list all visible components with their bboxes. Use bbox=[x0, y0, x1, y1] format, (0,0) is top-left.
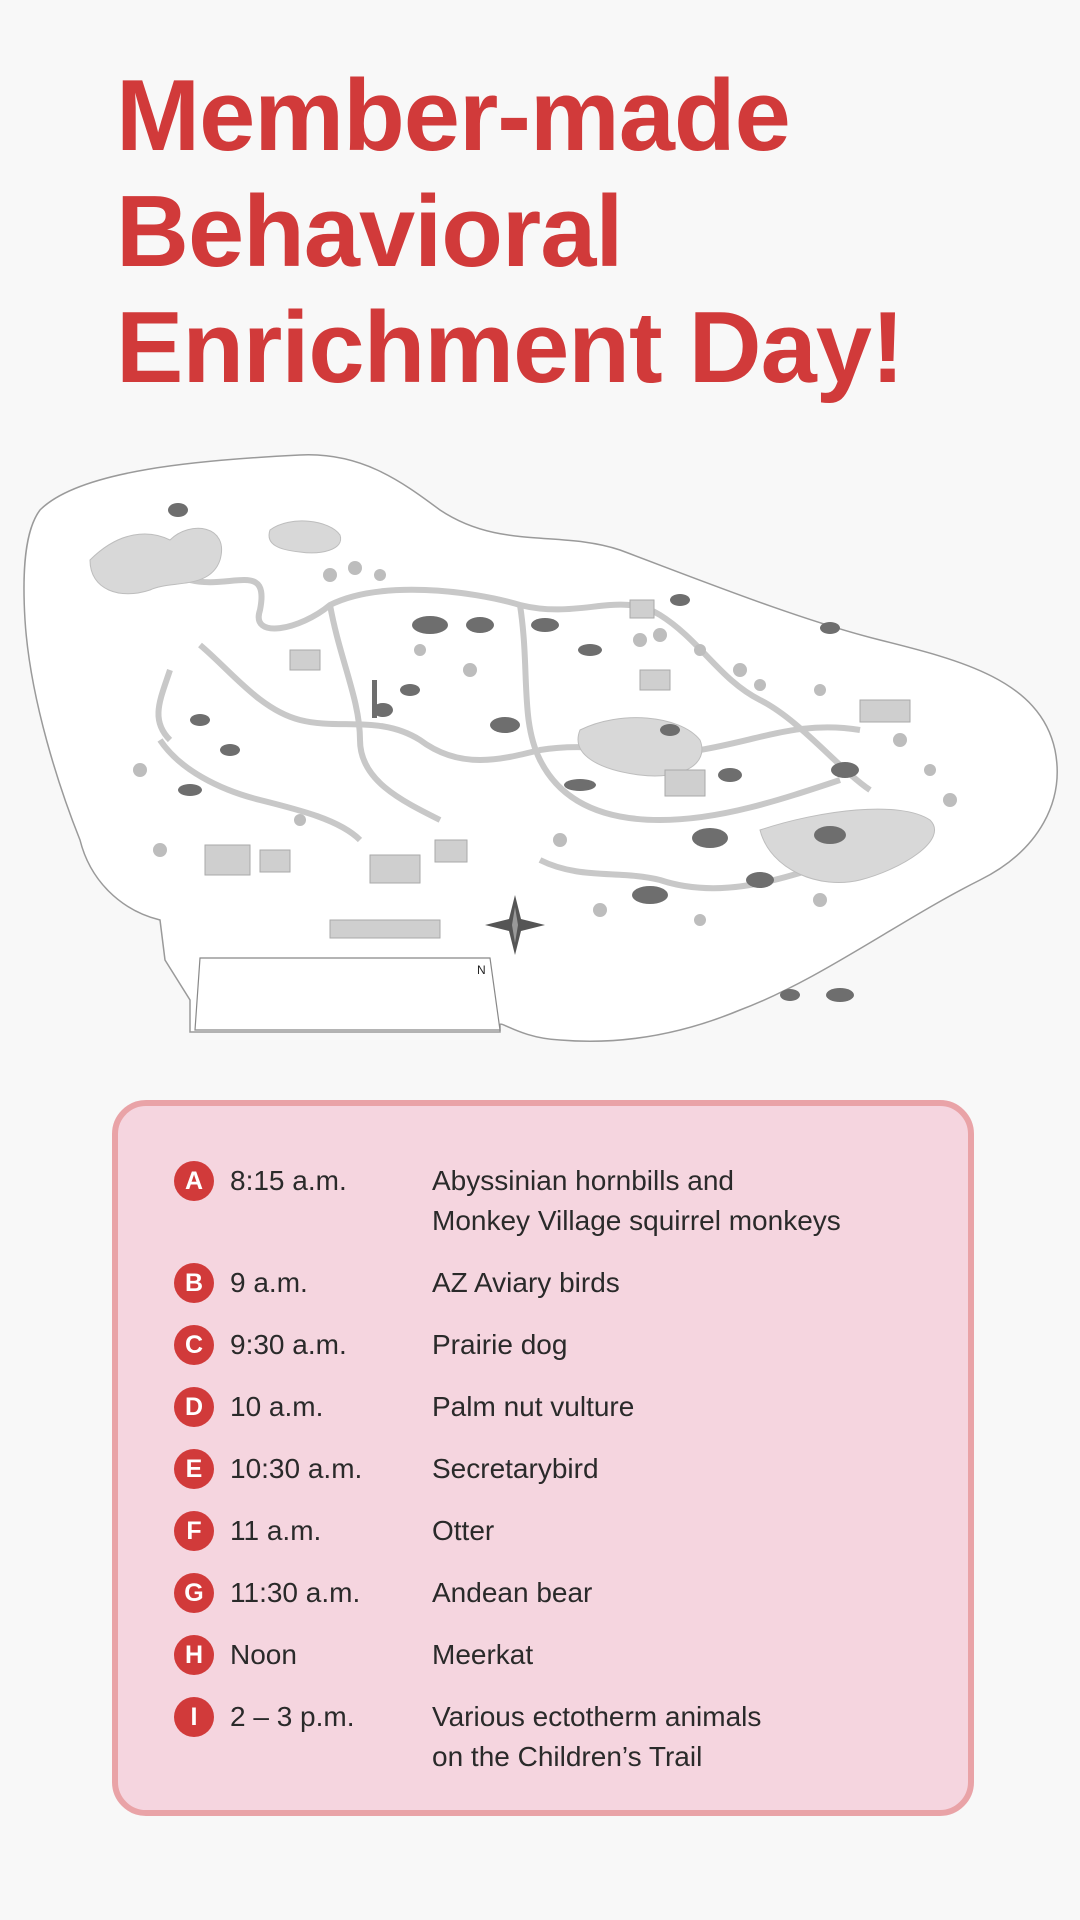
schedule-description: Secretarybird bbox=[432, 1453, 599, 1484]
schedule-row bbox=[118, 1449, 968, 1509]
schedule-row bbox=[118, 1387, 968, 1447]
compass-north-label: N bbox=[477, 963, 486, 977]
title-line-2: Behavioral bbox=[116, 176, 623, 288]
schedule-time: 2 – 3 p.m. bbox=[230, 1701, 355, 1732]
schedule-time: Noon bbox=[230, 1639, 297, 1670]
schedule-description-line-2: on the Children’s Trail bbox=[432, 1741, 703, 1772]
schedule-letter-badge: E bbox=[174, 1449, 214, 1489]
schedule-letter-badge: I bbox=[174, 1697, 214, 1737]
schedule-letter-badge: F bbox=[174, 1511, 214, 1551]
schedule-row bbox=[118, 1697, 968, 1772]
schedule-time: 8:15 a.m. bbox=[230, 1165, 347, 1196]
schedule-letter-badge: D bbox=[174, 1387, 214, 1427]
title-line-3: Enrichment Day! bbox=[116, 292, 904, 404]
zoo-map-illustration bbox=[0, 440, 1080, 1060]
schedule-time: 11 a.m. bbox=[230, 1515, 322, 1546]
schedule-row bbox=[118, 1161, 968, 1236]
schedule-row bbox=[118, 1635, 968, 1695]
schedule-description-line-1: Various ectotherm animals bbox=[432, 1701, 762, 1732]
schedule-time: 11:30 a.m. bbox=[230, 1577, 361, 1608]
page-title bbox=[116, 58, 1016, 406]
title-line-1: Member-made bbox=[116, 60, 790, 172]
schedule-description bbox=[432, 1697, 952, 1777]
schedule-description bbox=[432, 1161, 952, 1241]
schedule-time: 10:30 a.m. bbox=[230, 1453, 363, 1484]
schedule-row bbox=[118, 1263, 968, 1323]
schedule-description: Andean bear bbox=[432, 1577, 593, 1608]
schedule-letter-badge: H bbox=[174, 1635, 214, 1675]
schedule-description: Meerkat bbox=[432, 1639, 534, 1670]
schedule-row bbox=[118, 1573, 968, 1633]
schedule-description-line-2: Monkey Village squirrel monkeys bbox=[432, 1205, 841, 1236]
parking-lot-area bbox=[195, 958, 500, 1030]
schedule-row bbox=[118, 1511, 968, 1571]
schedule-letter-badge: C bbox=[174, 1325, 214, 1365]
schedule-time: 9:30 a.m. bbox=[230, 1329, 347, 1360]
schedule-panel bbox=[112, 1100, 974, 1816]
schedule-description: Prairie dog bbox=[432, 1329, 568, 1360]
schedule-letter-badge: A bbox=[174, 1161, 214, 1201]
zoo-map bbox=[0, 440, 1080, 1060]
schedule-row bbox=[118, 1325, 968, 1385]
schedule-letter-badge: G bbox=[174, 1573, 214, 1613]
schedule-time: 10 a.m. bbox=[230, 1391, 324, 1422]
schedule-description: Otter bbox=[432, 1515, 495, 1546]
schedule-letter-badge: B bbox=[174, 1263, 214, 1303]
schedule-description: AZ Aviary birds bbox=[432, 1267, 620, 1298]
schedule-description: Palm nut vulture bbox=[432, 1391, 635, 1422]
schedule-time: 9 a.m. bbox=[230, 1267, 308, 1298]
schedule-description-line-1: Abyssinian hornbills and bbox=[432, 1165, 734, 1196]
